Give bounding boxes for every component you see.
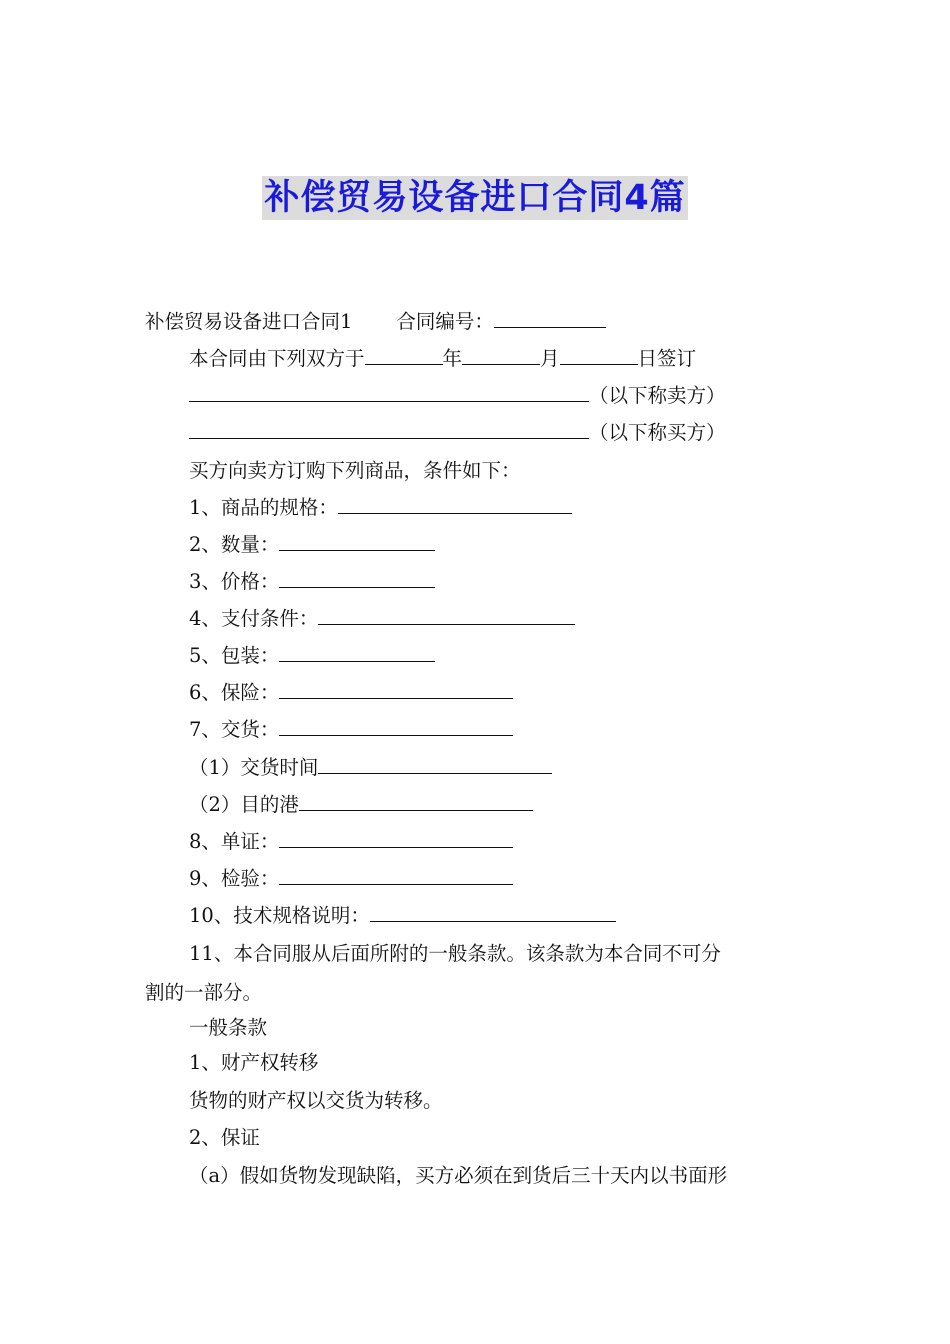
item-4	[189, 606, 575, 632]
item-7-blank	[279, 717, 513, 736]
item-1-label: 1、商品的规格：	[189, 496, 338, 519]
header-line	[145, 309, 606, 335]
item-9	[189, 866, 513, 892]
year-blank	[365, 346, 443, 365]
item-5-blank	[279, 643, 435, 662]
general-term-1-title: 1、财产权转移	[189, 1051, 319, 1074]
item-7b	[189, 792, 533, 818]
doc-name: 补偿贸易设备进口合同1	[145, 310, 353, 333]
item-2-label: 2、数量：	[189, 533, 280, 556]
item-9-label: 9、检验：	[189, 867, 280, 890]
item-6-label: 6、保险：	[189, 681, 280, 704]
seller-blank	[189, 383, 589, 402]
year-label: 年	[442, 347, 463, 370]
item-7a-label: （1）交货时间	[189, 756, 319, 779]
item-10-blank	[370, 903, 616, 922]
item-8-label: 8、单证：	[189, 830, 280, 853]
day-signed-label: 日签订	[637, 347, 697, 370]
item-8-blank	[279, 829, 513, 848]
clause-11-line-2: 割的一部分。	[145, 981, 263, 1004]
buyer-line	[189, 420, 726, 446]
signing-prefix: 本合同由下列双方于	[189, 347, 365, 370]
title-wrapper	[0, 176, 950, 220]
buyer-suffix: （以下称买方）	[589, 421, 726, 444]
item-5	[189, 643, 435, 669]
seller-line	[189, 383, 726, 409]
item-7b-label: （2）目的港	[189, 793, 299, 816]
signing-line	[189, 346, 696, 372]
general-term-1-body: 货物的财产权以交货为转移。	[189, 1089, 443, 1112]
item-4-label: 4、支付条件：	[189, 607, 319, 630]
item-7a-blank	[318, 755, 552, 774]
item-3-blank	[279, 569, 435, 588]
item-5-label: 5、包装：	[189, 644, 280, 667]
general-term-2-title: 2、保证	[189, 1126, 260, 1149]
item-7a	[189, 755, 552, 781]
document-title: 补偿贸易设备进口合同4篇	[264, 178, 686, 218]
buyer-blank	[189, 420, 589, 439]
item-1-blank	[338, 495, 572, 514]
item-8	[189, 829, 513, 855]
general-term-2-a: （a）假如货物发现缺陷，买方必须在到货后三十天内以书面形	[189, 1164, 728, 1187]
seller-suffix: （以下称卖方）	[589, 384, 726, 407]
item-10-label: 10、技术规格说明：	[189, 904, 370, 927]
month-label: 月	[540, 347, 560, 370]
item-6	[189, 680, 513, 706]
item-6-blank	[279, 680, 513, 699]
item-4-blank	[318, 606, 575, 625]
item-3-label: 3、价格：	[189, 570, 280, 593]
intro-line: 买方向卖方订购下列商品，条件如下：	[189, 459, 521, 482]
item-2	[189, 532, 435, 558]
contract-no-blank	[494, 309, 606, 328]
item-1	[189, 495, 572, 521]
month-blank	[462, 346, 540, 365]
contract-no-label: 合同编号：	[396, 310, 494, 333]
item-7	[189, 717, 513, 743]
item-2-blank	[279, 532, 435, 551]
item-3	[189, 569, 435, 595]
general-terms-heading: 一般条款	[189, 1016, 268, 1039]
item-10	[189, 903, 616, 929]
item-7-label: 7、交货：	[189, 718, 280, 741]
item-9-blank	[279, 866, 513, 885]
item-7b-blank	[299, 792, 533, 811]
clause-11-line-1: 11、本合同服从后面所附的一般条款。该条款为本合同不可分	[189, 942, 721, 965]
day-blank	[560, 346, 638, 365]
